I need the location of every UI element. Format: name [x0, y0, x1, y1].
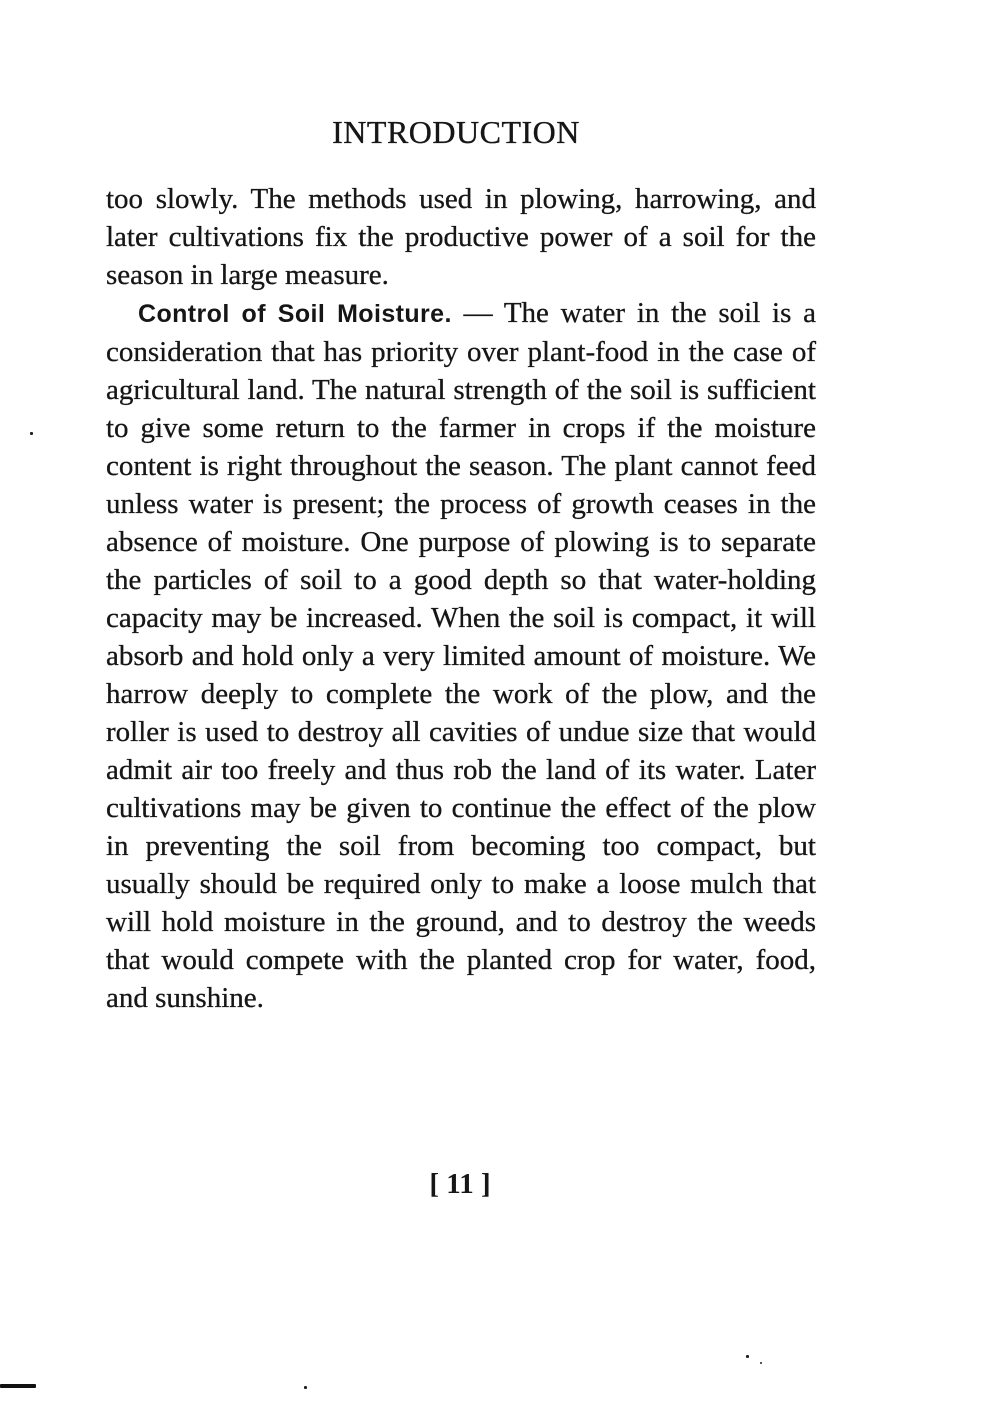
paragraph-soil-moisture: [106, 294, 816, 1017]
scan-speck: [30, 432, 33, 435]
scan-mark: [0, 1384, 36, 1388]
scan-speck: [304, 1386, 307, 1389]
scan-speck: [746, 1355, 749, 1358]
running-head-title: INTRODUCTION: [332, 114, 580, 150]
page-number: [ 11 ]: [429, 1168, 491, 1200]
paragraph-text: The water in the soil is a consideration that has priority over plant-food in the case of agricultural land. The natural strength of the soil is sufficient to give some return to the farmer in crops if the moisture content is right throughout the season. The plant cannot feed unless water is present; the process of growth ceases in the absence of moisture. One purpose of plowing is to separate the particles of soil to a good depth so that water-holding capacity may be increased. When the soil is compact, it will absorb and hold only a very limited amount of moisture. We harrow deeply to complete the work of the plow, and the roller is used to destroy all cavities of undue size that would admit air too freely and thus rob the land of its water. Later cultivations may be given to continue the effect of the plow in preventing the soil from becoming too compact, but usually should be required only to make a loose mulch that will hold moisture in the ground, and to destroy the weeds that would compete with the planted crop for water, food, and sunshine.: [106, 297, 816, 1014]
page-body: [106, 180, 816, 1017]
scan-speck: [760, 1362, 762, 1364]
section-heading: Control of Soil Moisture.: [138, 300, 452, 328]
paragraph-continued: too slowly. The methods used in plowing, harrowing, and later cultivations fix the productive power of a soil for the season in large measure.: [106, 183, 816, 291]
heading-separator: —: [451, 297, 504, 329]
